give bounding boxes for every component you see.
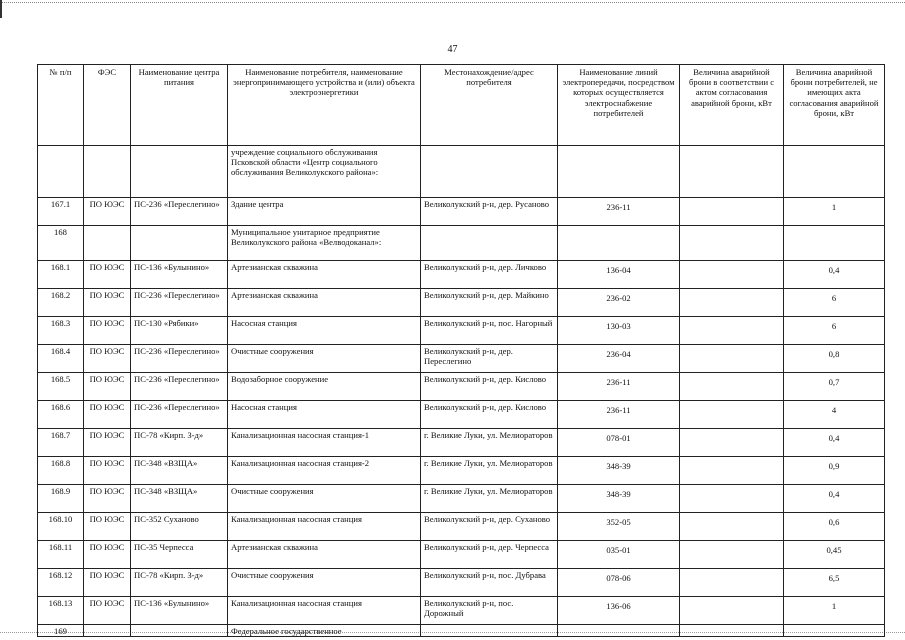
cell-fes: ПО ЮЭС <box>84 289 131 317</box>
cell-center <box>131 146 228 198</box>
cell-center <box>131 226 228 261</box>
cell-num: 168.2 <box>38 289 84 317</box>
cell-num: 168.1 <box>38 261 84 289</box>
cell-reserve-act <box>680 541 784 569</box>
cell-num: 168 <box>38 226 84 261</box>
cell-address: г. Великие Луки, ул. Мелиораторов <box>421 457 558 485</box>
cell-address: Великолукский р-н, пос. Нагорный <box>421 317 558 345</box>
cell-num: 168.10 <box>38 513 84 541</box>
cell-fes: ПО ЮЭС <box>84 429 131 457</box>
cell-reserve-no-act: 6 <box>784 317 885 345</box>
cell-lines: 136-04 <box>558 261 680 289</box>
cell-num: 168.12 <box>38 569 84 597</box>
header-num: № п/п <box>38 65 84 146</box>
cell-num: 168.9 <box>38 485 84 513</box>
header-lines: Наименование линий электропередачи, посредством которых осуществляется электроснабжение потребителей <box>558 65 680 146</box>
cell-reserve-no-act: 4 <box>784 401 885 429</box>
cell-lines: 136-06 <box>558 597 680 625</box>
cell-reserve-no-act <box>784 625 885 637</box>
cell-center: ПС-236 «Переслегино» <box>131 198 228 226</box>
cell-address <box>421 226 558 261</box>
cell-reserve-act <box>680 485 784 513</box>
table-row <box>38 198 885 226</box>
cell-consumer: Артезианская скважина <box>228 541 421 569</box>
cell-fes: ПО ЮЭС <box>84 373 131 401</box>
cell-reserve-no-act: 6 <box>784 289 885 317</box>
reserve-table <box>37 64 885 637</box>
cell-center: ПС-352 Суханово <box>131 513 228 541</box>
cell-address <box>421 146 558 198</box>
cell-reserve-act <box>680 569 784 597</box>
cell-num: 168.13 <box>38 597 84 625</box>
cell-fes: ПО ЮЭС <box>84 198 131 226</box>
cell-center: ПС-136 «Булынино» <box>131 597 228 625</box>
cell-num: 168.3 <box>38 317 84 345</box>
cell-address: Великолукский р-н, пос. Дубрава <box>421 569 558 597</box>
cell-consumer: Муниципальное унитарное предприятие Великолукского района «Велводоканал»: <box>228 226 421 261</box>
table-row <box>38 457 885 485</box>
cell-lines: 348-39 <box>558 485 680 513</box>
cell-num: 168.4 <box>38 345 84 373</box>
cell-address: Великолукский р-н, пос. Дорожный <box>421 597 558 625</box>
cell-consumer: Насосная станция <box>228 401 421 429</box>
cell-num: 168.8 <box>38 457 84 485</box>
cell-reserve-act <box>680 429 784 457</box>
cell-center <box>131 625 228 637</box>
cell-consumer: Очистные сооружения <box>228 569 421 597</box>
cell-reserve-act <box>680 289 784 317</box>
cell-consumer: Очистные сооружения <box>228 485 421 513</box>
cell-num: 168.7 <box>38 429 84 457</box>
cell-consumer: Артезианская скважина <box>228 261 421 289</box>
cell-reserve-no-act: 1 <box>784 198 885 226</box>
table-row <box>38 317 885 345</box>
header-address: Местонахождение/адрес потребителя <box>421 65 558 146</box>
cell-center: ПС-78 «Кирп. З-д» <box>131 569 228 597</box>
cell-consumer: учреждение социального обслуживания Псковской области «Центр социального обслуживания Великолукского района»: <box>228 146 421 198</box>
cell-lines: 236-11 <box>558 198 680 226</box>
table-row <box>38 261 885 289</box>
cell-center: ПС-236 «Переслегино» <box>131 345 228 373</box>
cell-reserve-act <box>680 317 784 345</box>
table-row <box>38 429 885 457</box>
cell-reserve-act <box>680 226 784 261</box>
cell-address <box>421 625 558 637</box>
cell-num: 168.5 <box>38 373 84 401</box>
table-row <box>38 625 885 637</box>
cell-center: ПС-348 «ВЗЩА» <box>131 485 228 513</box>
cell-reserve-act <box>680 457 784 485</box>
cell-address: г. Великие Луки, ул. Мелиораторов <box>421 485 558 513</box>
table-row <box>38 226 885 261</box>
cell-consumer: Канализационная насосная станция-1 <box>228 429 421 457</box>
table-row <box>38 373 885 401</box>
cell-address: Великолукский р-н, дер. Кислово <box>421 401 558 429</box>
cell-consumer: Водозаборное сооружение <box>228 373 421 401</box>
cell-lines: 078-01 <box>558 429 680 457</box>
cell-consumer: Очистные сооружения <box>228 345 421 373</box>
cell-lines: 348-39 <box>558 457 680 485</box>
cell-consumer: Здание центра <box>228 198 421 226</box>
cell-reserve-no-act: 6,5 <box>784 569 885 597</box>
table-header-row <box>38 65 885 146</box>
cell-fes <box>84 146 131 198</box>
cell-center: ПС-236 «Переслегино» <box>131 289 228 317</box>
cell-address: Великолукский р-н, дер. Суханово <box>421 513 558 541</box>
cell-address: Великолукский р-н, дер. Кислово <box>421 373 558 401</box>
cell-reserve-act <box>680 345 784 373</box>
cell-address: Великолукский р-н, дер. Майкино <box>421 289 558 317</box>
cell-center: ПС-236 «Переслегино» <box>131 373 228 401</box>
cell-fes: ПО ЮЭС <box>84 485 131 513</box>
cell-consumer: Канализационная насосная станция-2 <box>228 457 421 485</box>
cell-reserve-act <box>680 198 784 226</box>
cell-reserve-no-act: 0,4 <box>784 261 885 289</box>
header-center: Наименование центра питания <box>131 65 228 146</box>
cell-fes <box>84 625 131 637</box>
cell-center: ПС-130 «Рябики» <box>131 317 228 345</box>
cell-fes: ПО ЮЭС <box>84 261 131 289</box>
cell-reserve-act <box>680 401 784 429</box>
cell-reserve-no-act: 1 <box>784 597 885 625</box>
cell-fes: ПО ЮЭС <box>84 345 131 373</box>
header-reserve-act: Величина аварийной брони в соответствии с актом согласования аварийной брони, кВт <box>680 65 784 146</box>
cell-reserve-act <box>680 373 784 401</box>
cell-reserve-act <box>680 513 784 541</box>
cell-address: Великолукский р-н, дер. Русаново <box>421 198 558 226</box>
cell-consumer: Канализационная насосная станция <box>228 513 421 541</box>
table-row <box>38 485 885 513</box>
scan-edge-left <box>0 0 2 18</box>
cell-num: 167.1 <box>38 198 84 226</box>
cell-center: ПС-35 Черпесса <box>131 541 228 569</box>
cell-lines: 078-06 <box>558 569 680 597</box>
cell-reserve-no-act: 0,4 <box>784 485 885 513</box>
cell-center: ПС-78 «Кирп. З-д» <box>131 429 228 457</box>
scan-edge-top <box>0 2 905 4</box>
cell-consumer: Насосная станция <box>228 317 421 345</box>
cell-fes: ПО ЮЭС <box>84 569 131 597</box>
cell-fes: ПО ЮЭС <box>84 401 131 429</box>
cell-fes: ПО ЮЭС <box>84 317 131 345</box>
cell-reserve-act <box>680 625 784 637</box>
cell-reserve-no-act <box>784 226 885 261</box>
table-row <box>38 345 885 373</box>
table-row <box>38 541 885 569</box>
cell-center: ПС-136 «Булынино» <box>131 261 228 289</box>
cell-address: г. Великие Луки, ул. Мелиораторов <box>421 429 558 457</box>
cell-fes: ПО ЮЭС <box>84 513 131 541</box>
cell-fes <box>84 226 131 261</box>
cell-fes: ПО ЮЭС <box>84 457 131 485</box>
cell-lines: 236-11 <box>558 373 680 401</box>
cell-reserve-no-act: 0,7 <box>784 373 885 401</box>
cell-lines: 236-02 <box>558 289 680 317</box>
table-row <box>38 289 885 317</box>
table-body <box>38 146 885 637</box>
cell-reserve-no-act: 0,9 <box>784 457 885 485</box>
cell-address: Великолукский р-н, дер. Черпесса <box>421 541 558 569</box>
cell-reserve-no-act: 0,6 <box>784 513 885 541</box>
cell-reserve-act <box>680 146 784 198</box>
cell-lines <box>558 146 680 198</box>
header-fes: ФЭС <box>84 65 131 146</box>
cell-num: 169 <box>38 625 84 637</box>
cell-num: 168.11 <box>38 541 84 569</box>
cell-center: ПС-236 «Переслегино» <box>131 401 228 429</box>
cell-lines: 236-11 <box>558 401 680 429</box>
cell-num: 168.6 <box>38 401 84 429</box>
cell-reserve-act <box>680 597 784 625</box>
cell-address: Великолукский р-н, дер. Личково <box>421 261 558 289</box>
table-row <box>38 597 885 625</box>
cell-reserve-act <box>680 261 784 289</box>
cell-num <box>38 146 84 198</box>
table-row <box>38 401 885 429</box>
table-row <box>38 513 885 541</box>
header-reserve-no-act: Величина аварийной брони потребителей, не имеющих акта согласования аварийной брони, кВт <box>784 65 885 146</box>
cell-lines: 035-01 <box>558 541 680 569</box>
cell-consumer: Артезианская скважина <box>228 289 421 317</box>
cell-lines: 130-03 <box>558 317 680 345</box>
cell-reserve-no-act <box>784 146 885 198</box>
cell-lines: 352-05 <box>558 513 680 541</box>
cell-reserve-no-act: 0,45 <box>784 541 885 569</box>
cell-lines: 236-04 <box>558 345 680 373</box>
page-number: 47 <box>447 44 458 55</box>
cell-address: Великолукский р-н, дер. Переслегино <box>421 345 558 373</box>
cell-lines <box>558 226 680 261</box>
cell-fes: ПО ЮЭС <box>84 597 131 625</box>
table-row <box>38 569 885 597</box>
header-consumer: Наименование потребителя, наименование энергопринимающего устройства и (или) объекта электроэнергетики <box>228 65 421 146</box>
cell-fes: ПО ЮЭС <box>84 541 131 569</box>
cell-center: ПС-348 «ВЗЩА» <box>131 457 228 485</box>
cell-consumer: Канализационная насосная станция <box>228 597 421 625</box>
cell-reserve-no-act: 0,8 <box>784 345 885 373</box>
cell-reserve-no-act: 0,4 <box>784 429 885 457</box>
cell-consumer: Федеральное государственное <box>228 625 421 637</box>
table-row <box>38 146 885 198</box>
cell-lines <box>558 625 680 637</box>
